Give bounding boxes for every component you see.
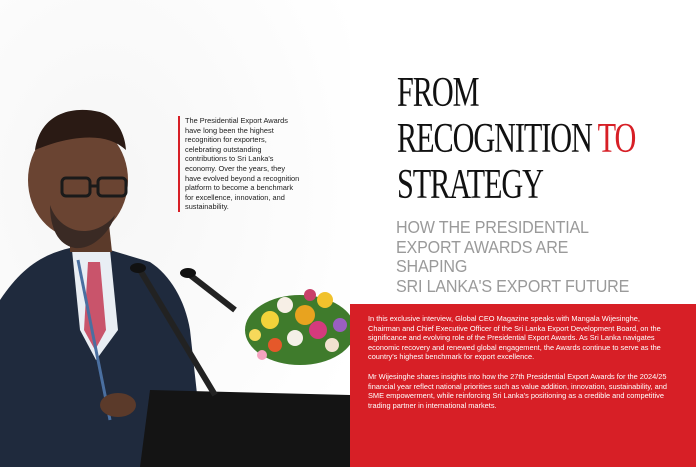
subheadline-line-1: HOW THE PRESIDENTIAL — [396, 217, 589, 237]
headline-to-accent: TO — [597, 116, 636, 162]
intro-paragraph-1: In this exclusive interview, Global CEO Magazine speaks with Mangala Wijesinghe, Chairman and Chief Executive Officer of the Sri Lanka Export Development Board, on the significance and evolving role of the Presidential Export Awards. As Sri Lanka navigates economic recovery and renewed global engagement, the Awards continue to serve as the country's highest benchmark for export excellence. — [368, 314, 661, 362]
intro-paragraph-2: Mr Wijesinghe shares insights into how the 27th Presidential Export Awards for the 2024/25 financial year reflect national priorities such as value addition, innovation, sustainability, and SME empowerment, while reinforcing Sri Lanka's positioning as a credible and competitive trading partner in international markets. — [368, 371, 667, 410]
headline-line-3: STRATEGY — [397, 162, 543, 208]
article-subheadline — [396, 218, 692, 296]
subheadline-line-4: SRI LANKA'S EXPORT FUTURE — [396, 275, 630, 296]
headline-line-1: FROM — [397, 70, 479, 116]
subheadline-line-3: SHAPING — [396, 256, 468, 276]
headline-line-2 — [397, 116, 636, 162]
article-headline — [397, 70, 692, 208]
article-intro — [368, 314, 668, 420]
pull-quote — [178, 116, 303, 212]
pull-quote-text: The Presidential Export Awards have long been the highest recognition for exporters, celebrating outstanding contributions to Sri Lanka's economy. Over the years, they have evolved beyond a recognition platform to become a benchmark for excellence, innovation, and sustainability. — [185, 116, 300, 212]
headline-recognition: RECOGNITION — [397, 116, 598, 162]
subheadline-line-2: EXPORT AWARDS ARE — [396, 236, 569, 257]
